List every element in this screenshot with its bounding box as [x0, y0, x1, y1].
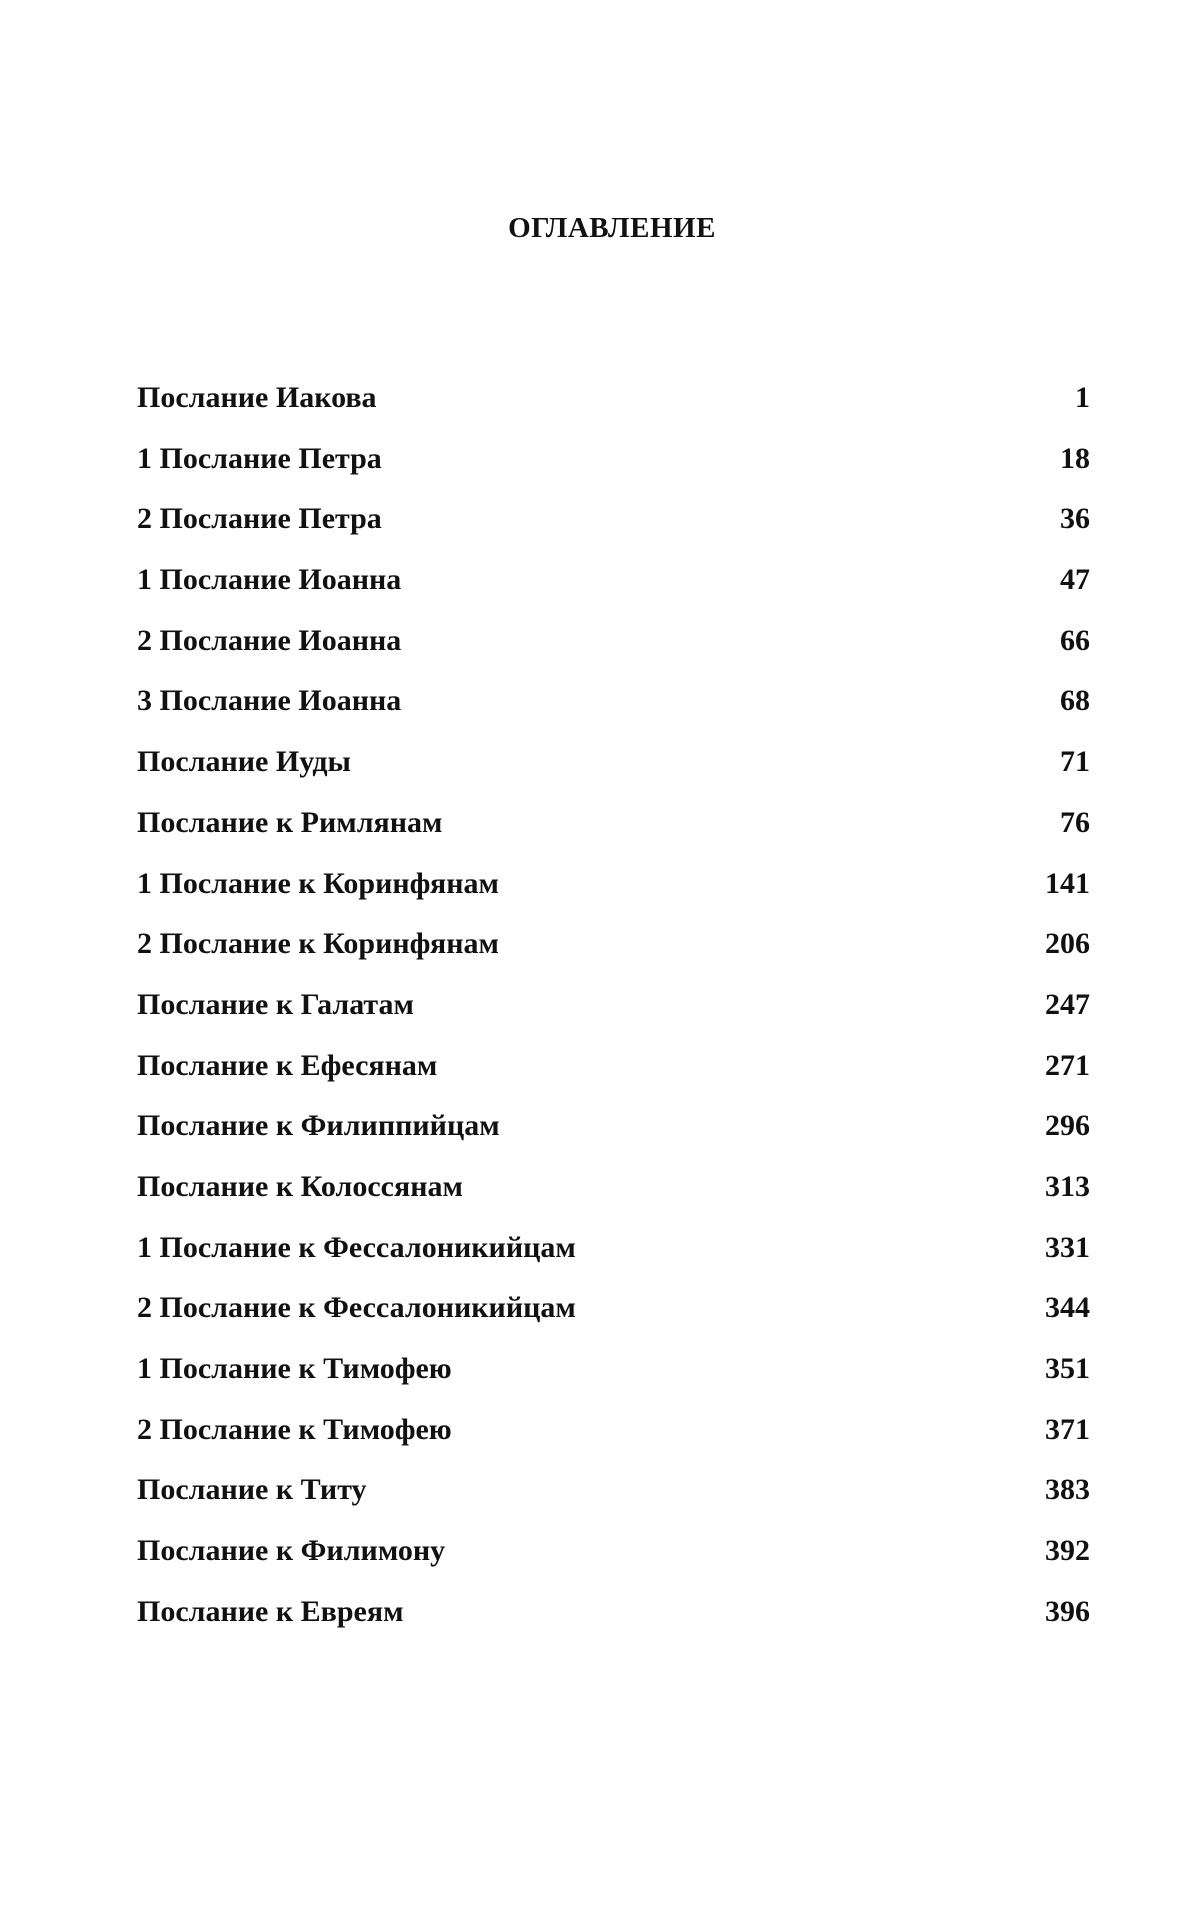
- toc-entry: [137, 803, 1090, 864]
- toc-entry-title: Послание к Евреям: [137, 1594, 404, 1628]
- toc-entry-page-number: 36: [1060, 502, 1090, 536]
- toc-entry-page-number: 313: [1045, 1169, 1090, 1203]
- toc-entry: [137, 1167, 1090, 1228]
- toc-entry: [137, 864, 1090, 925]
- toc-entry-title: 1 Послание к Тимофею: [137, 1352, 452, 1385]
- toc-entry-page-number: 71: [1060, 745, 1090, 779]
- toc-entry: [137, 439, 1090, 500]
- page-title: ОГЛАВЛЕНИЕ: [508, 212, 716, 244]
- toc-entry: [137, 1531, 1090, 1592]
- toc-entry-title: Послание к Колоссянам: [137, 1169, 463, 1203]
- toc-entry-title: 2 Послание к Тимофею: [137, 1412, 452, 1446]
- toc-entry: [137, 1046, 1090, 1107]
- toc-entry: [137, 621, 1090, 682]
- toc-entry-title: 2 Послание Петра: [137, 502, 382, 536]
- toc-entry-page-number: 392: [1045, 1534, 1090, 1568]
- toc-entry: [137, 1410, 1090, 1471]
- toc-entry: [137, 378, 1090, 439]
- toc-entry: [137, 499, 1090, 560]
- toc-entry: [137, 924, 1090, 985]
- toc-entry-page-number: 18: [1060, 441, 1090, 475]
- toc-entry-title: 3 Послание Иоанна: [137, 684, 402, 718]
- toc-entry-page-number: 396: [1045, 1594, 1090, 1628]
- toc-entry-page-number: 141: [1045, 866, 1090, 900]
- toc-entry-page-number: 344: [1045, 1291, 1090, 1325]
- toc-entry: [137, 1592, 1090, 1653]
- toc-entry-title: 2 Послание Иоанна: [137, 623, 402, 657]
- toc-entry-title: 1 Послание Петра: [137, 441, 382, 475]
- toc-entry-page-number: 331: [1045, 1230, 1090, 1264]
- toc-entry-title: 2 Послание к Фессалоникийцам: [137, 1291, 576, 1325]
- toc-entry-title: Послание к Ефесянам: [137, 1048, 438, 1082]
- toc-entry-title: Послание к Филиппийцам: [137, 1109, 500, 1143]
- toc-entry-page-number: 206: [1045, 927, 1090, 961]
- toc-entry-title: 1 Послание Иоанна: [137, 563, 402, 597]
- toc-entry-page-number: 271: [1045, 1048, 1090, 1082]
- toc-entry-title: Послание к Галатам: [137, 987, 414, 1021]
- toc-entry: [137, 742, 1090, 803]
- toc-entry-page-number: 383: [1045, 1473, 1090, 1507]
- toc-entry-title: Послание к Титу: [137, 1473, 367, 1507]
- toc-entry: [137, 1349, 1090, 1410]
- table-of-contents: [137, 378, 1090, 1652]
- toc-entry: [137, 560, 1090, 621]
- toc-entry-title: 1 Послание к Фессалоникийцам: [137, 1230, 576, 1264]
- toc-entry: [137, 985, 1090, 1046]
- toc-entry-page-number: 47: [1060, 563, 1090, 597]
- toc-entry-title: Послание Иуды: [137, 745, 351, 779]
- toc-entry-page-number: 1: [1075, 381, 1090, 414]
- toc-entry-title: 2 Послание к Коринфянам: [137, 927, 499, 961]
- toc-entry-title: Послание к Филимону: [137, 1534, 446, 1568]
- toc-entry: [137, 681, 1090, 742]
- toc-entry-page-number: 68: [1060, 684, 1090, 718]
- toc-entry: [137, 1228, 1090, 1289]
- toc-entry-title: 1 Послание к Коринфянам: [137, 866, 499, 900]
- toc-entry-page-number: 351: [1045, 1352, 1090, 1385]
- toc-entry-page-number: 76: [1060, 805, 1090, 839]
- toc-entry-page-number: 371: [1045, 1412, 1090, 1446]
- toc-entry-page-number: 296: [1045, 1109, 1090, 1143]
- toc-entry-page-number: 247: [1045, 987, 1090, 1021]
- toc-entry-title: Послание к Римлянам: [137, 805, 443, 839]
- toc-entry-title: Послание Иакова: [137, 381, 377, 414]
- toc-entry-page-number: 66: [1060, 623, 1090, 657]
- toc-entry: [137, 1470, 1090, 1531]
- toc-entry: [137, 1106, 1090, 1167]
- toc-entry: [137, 1288, 1090, 1349]
